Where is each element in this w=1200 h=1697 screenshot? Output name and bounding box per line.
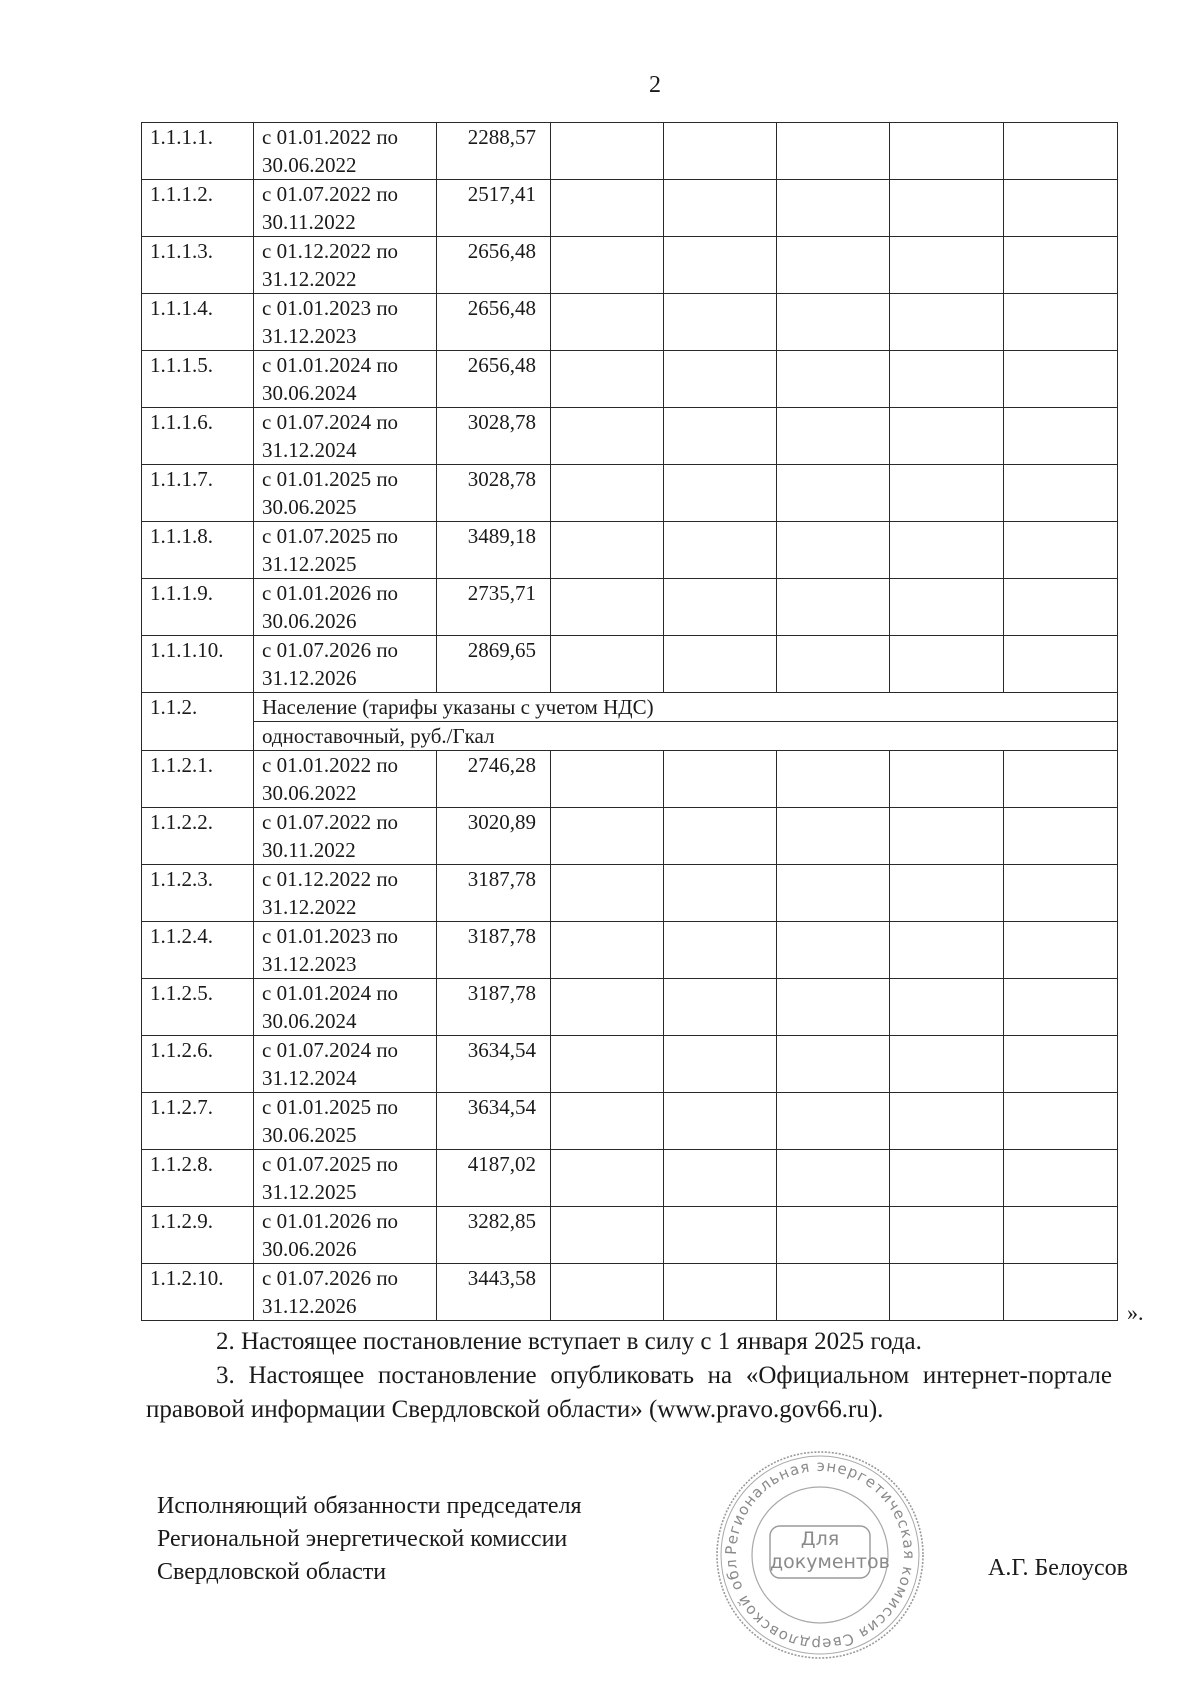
empty-cell bbox=[664, 751, 777, 808]
period-line: 30.06.2026 bbox=[262, 1237, 357, 1261]
empty-cell bbox=[1004, 351, 1118, 408]
empty-cell bbox=[777, 865, 890, 922]
stamp-center-text bbox=[770, 1528, 890, 1574]
tariff-value-cell: 3634,54 bbox=[437, 1036, 551, 1093]
empty-cell bbox=[890, 294, 1004, 351]
tariff-value-cell: 3187,78 bbox=[437, 865, 551, 922]
empty-cell bbox=[1004, 1264, 1118, 1321]
empty-cell bbox=[664, 636, 777, 693]
empty-cell bbox=[664, 123, 777, 180]
period-line: с 01.07.2024 по bbox=[262, 1038, 399, 1062]
row-number-cell: 1.1.1.5. bbox=[142, 351, 254, 408]
empty-cell bbox=[1004, 408, 1118, 465]
tariff-value-cell: 3282,85 bbox=[437, 1207, 551, 1264]
row-number-cell: 1.1.2.4. bbox=[142, 922, 254, 979]
period-line: 30.11.2022 bbox=[262, 838, 356, 862]
empty-cell bbox=[890, 979, 1004, 1036]
period-line: с 01.01.2024 по bbox=[262, 981, 399, 1005]
stamp-center-line1: Для bbox=[800, 1528, 840, 1550]
period-line: с 01.07.2022 по bbox=[262, 182, 399, 206]
period-cell bbox=[254, 294, 437, 351]
empty-cell bbox=[664, 351, 777, 408]
empty-cell bbox=[551, 636, 664, 693]
period-line: 31.12.2023 bbox=[262, 952, 357, 976]
period-cell bbox=[254, 465, 437, 522]
row-number-cell: 1.1.1.6. bbox=[142, 408, 254, 465]
empty-cell bbox=[777, 1207, 890, 1264]
empty-cell bbox=[551, 808, 664, 865]
period-line: с 01.01.2022 по bbox=[262, 125, 399, 149]
empty-cell bbox=[1004, 237, 1118, 294]
empty-cell bbox=[1004, 922, 1118, 979]
empty-cell bbox=[890, 522, 1004, 579]
table-row bbox=[142, 465, 1118, 522]
signer-position-line: Исполняющий обязанности председателя bbox=[157, 1493, 582, 1519]
empty-cell bbox=[1004, 1207, 1118, 1264]
empty-cell bbox=[1004, 1150, 1118, 1207]
period-line: 31.12.2026 bbox=[262, 1294, 357, 1318]
empty-cell bbox=[664, 1093, 777, 1150]
table-row bbox=[142, 636, 1118, 693]
empty-cell bbox=[551, 522, 664, 579]
tariff-value-cell: 2656,48 bbox=[437, 237, 551, 294]
tariff-value-cell: 3634,54 bbox=[437, 1093, 551, 1150]
empty-cell bbox=[551, 1093, 664, 1150]
table-row bbox=[142, 722, 1118, 751]
empty-cell bbox=[890, 922, 1004, 979]
empty-cell bbox=[551, 579, 664, 636]
period-line: 30.06.2024 bbox=[262, 381, 357, 405]
empty-cell bbox=[664, 294, 777, 351]
table-row bbox=[142, 1207, 1118, 1264]
empty-cell bbox=[890, 636, 1004, 693]
period-line: с 01.01.2026 по bbox=[262, 581, 399, 605]
empty-cell bbox=[1004, 865, 1118, 922]
period-cell bbox=[254, 1264, 437, 1321]
period-line: с 01.01.2025 по bbox=[262, 1095, 399, 1119]
period-cell bbox=[254, 808, 437, 865]
empty-cell bbox=[664, 1207, 777, 1264]
tariff-value-cell: 2656,48 bbox=[437, 351, 551, 408]
period-cell bbox=[254, 1036, 437, 1093]
empty-cell bbox=[551, 1036, 664, 1093]
table-row bbox=[142, 294, 1118, 351]
empty-cell bbox=[1004, 979, 1118, 1036]
period-line: с 01.12.2022 по bbox=[262, 239, 399, 263]
period-line: с 01.01.2023 по bbox=[262, 924, 399, 948]
tariff-value-cell: 2869,65 bbox=[437, 636, 551, 693]
empty-cell bbox=[777, 1150, 890, 1207]
period-line: с 01.07.2024 по bbox=[262, 410, 399, 434]
row-number-cell: 1.1.2.3. bbox=[142, 865, 254, 922]
row-number-cell: 1.1.1.3. bbox=[142, 237, 254, 294]
table-row bbox=[142, 979, 1118, 1036]
empty-cell bbox=[664, 237, 777, 294]
period-cell bbox=[254, 351, 437, 408]
tariff-value-cell: 2656,48 bbox=[437, 294, 551, 351]
period-line: 30.11.2022 bbox=[262, 210, 356, 234]
signer-block bbox=[157, 1490, 582, 1589]
empty-cell bbox=[777, 408, 890, 465]
tariff-value-cell: 2288,57 bbox=[437, 123, 551, 180]
empty-cell bbox=[551, 180, 664, 237]
empty-cell bbox=[551, 237, 664, 294]
table-row bbox=[142, 123, 1118, 180]
table-row bbox=[142, 1036, 1118, 1093]
empty-cell bbox=[777, 808, 890, 865]
empty-cell bbox=[551, 751, 664, 808]
period-line: 31.12.2022 bbox=[262, 267, 357, 291]
tariff-value-cell: 3028,78 bbox=[437, 465, 551, 522]
period-line: 30.06.2022 bbox=[262, 781, 357, 805]
table-row bbox=[142, 922, 1118, 979]
empty-cell bbox=[664, 1264, 777, 1321]
empty-cell bbox=[890, 237, 1004, 294]
period-line: с 01.01.2026 по bbox=[262, 1209, 399, 1233]
row-number-cell: 1.1.2.9. bbox=[142, 1207, 254, 1264]
empty-cell bbox=[1004, 579, 1118, 636]
period-cell bbox=[254, 922, 437, 979]
empty-cell bbox=[777, 1264, 890, 1321]
row-number-cell: 1.1.2.1. bbox=[142, 751, 254, 808]
row-number-cell: 1.1.2.8. bbox=[142, 1150, 254, 1207]
paragraph-publication-text: 3. Настоящее постановление опубликовать на «Официальном интернет-портале правовой информации Свердловской области» (www.pravo.gov66.ru). bbox=[146, 1362, 1112, 1423]
empty-cell bbox=[664, 180, 777, 237]
period-cell bbox=[254, 1150, 437, 1207]
empty-cell bbox=[1004, 294, 1118, 351]
row-number-cell: 1.1.2.2. bbox=[142, 808, 254, 865]
row-number-cell: 1.1.1.2. bbox=[142, 180, 254, 237]
paragraph-publication bbox=[146, 1359, 1112, 1427]
official-stamp bbox=[713, 1448, 927, 1662]
period-line: 30.06.2025 bbox=[262, 495, 357, 519]
empty-cell bbox=[1004, 465, 1118, 522]
empty-cell bbox=[890, 1207, 1004, 1264]
table-row bbox=[142, 408, 1118, 465]
row-number-cell: 1.1.1.10. bbox=[142, 636, 254, 693]
period-line: с 01.01.2024 по bbox=[262, 353, 399, 377]
table-row bbox=[142, 237, 1118, 294]
period-line: 30.06.2025 bbox=[262, 1123, 357, 1147]
tariff-value-cell: 2735,71 bbox=[437, 579, 551, 636]
table-row bbox=[142, 693, 1118, 722]
empty-cell bbox=[777, 522, 890, 579]
table-row bbox=[142, 180, 1118, 237]
row-number-cell: 1.1.1.7. bbox=[142, 465, 254, 522]
row-number-cell: 1.1.1.4. bbox=[142, 294, 254, 351]
empty-cell bbox=[664, 1036, 777, 1093]
period-line: с 01.07.2022 по bbox=[262, 810, 399, 834]
svg-text:Региональная энергетическая ко: Региональная энергетическая комиссия Свердловской обл bbox=[721, 1456, 919, 1654]
period-cell bbox=[254, 751, 437, 808]
period-line: с 01.07.2026 по bbox=[262, 1266, 399, 1290]
period-cell bbox=[254, 408, 437, 465]
table-row bbox=[142, 808, 1118, 865]
row-number-cell: 1.1.2.7. bbox=[142, 1093, 254, 1150]
empty-cell bbox=[664, 1150, 777, 1207]
empty-cell bbox=[1004, 1093, 1118, 1150]
table-row bbox=[142, 522, 1118, 579]
empty-cell bbox=[551, 1264, 664, 1321]
period-line: 30.06.2024 bbox=[262, 1009, 357, 1033]
empty-cell bbox=[890, 1150, 1004, 1207]
period-line: 31.12.2026 bbox=[262, 666, 357, 690]
tariff-value-cell: 3020,89 bbox=[437, 808, 551, 865]
paragraph-effective-date-text: 2. Настоящее постановление вступает в силу с 1 января 2025 года. bbox=[216, 1328, 922, 1355]
empty-cell bbox=[777, 351, 890, 408]
period-line: 31.12.2024 bbox=[262, 1066, 357, 1090]
empty-cell bbox=[777, 922, 890, 979]
empty-cell bbox=[777, 180, 890, 237]
row-number-cell: 1.1.2.10. bbox=[142, 1264, 254, 1321]
empty-cell bbox=[664, 579, 777, 636]
empty-cell bbox=[664, 865, 777, 922]
period-cell bbox=[254, 237, 437, 294]
table-row bbox=[142, 1264, 1118, 1321]
period-line: с 01.01.2025 по bbox=[262, 467, 399, 491]
empty-cell bbox=[890, 408, 1004, 465]
period-line: 31.12.2022 bbox=[262, 895, 357, 919]
period-line: с 01.07.2025 по bbox=[262, 524, 399, 548]
period-line: с 01.07.2025 по bbox=[262, 1152, 399, 1176]
period-line: с 01.07.2026 по bbox=[262, 638, 399, 662]
period-cell bbox=[254, 1207, 437, 1264]
empty-cell bbox=[777, 979, 890, 1036]
signer-organization-line: Региональной энергетической комиссии bbox=[157, 1526, 568, 1552]
period-line: 31.12.2023 bbox=[262, 324, 357, 348]
empty-cell bbox=[551, 123, 664, 180]
period-cell bbox=[254, 123, 437, 180]
empty-cell bbox=[777, 636, 890, 693]
empty-cell bbox=[890, 465, 1004, 522]
tariff-value-cell: 3187,78 bbox=[437, 922, 551, 979]
empty-cell bbox=[777, 1036, 890, 1093]
empty-cell bbox=[1004, 180, 1118, 237]
empty-cell bbox=[1004, 808, 1118, 865]
period-line: с 01.01.2022 по bbox=[262, 753, 399, 777]
empty-cell bbox=[551, 351, 664, 408]
empty-cell bbox=[1004, 123, 1118, 180]
page-number: 2 bbox=[649, 72, 661, 98]
empty-cell bbox=[1004, 1036, 1118, 1093]
empty-cell bbox=[890, 180, 1004, 237]
empty-cell bbox=[890, 123, 1004, 180]
empty-cell bbox=[551, 1207, 664, 1264]
period-line: 30.06.2026 bbox=[262, 609, 357, 633]
period-line: 30.06.2022 bbox=[262, 153, 357, 177]
period-cell bbox=[254, 1093, 437, 1150]
row-number-cell: 1.1.1.8. bbox=[142, 522, 254, 579]
period-line: с 01.12.2022 по bbox=[262, 867, 399, 891]
period-cell bbox=[254, 180, 437, 237]
empty-cell bbox=[1004, 522, 1118, 579]
empty-cell bbox=[777, 1093, 890, 1150]
empty-cell bbox=[664, 922, 777, 979]
table-row bbox=[142, 865, 1118, 922]
empty-cell bbox=[890, 1264, 1004, 1321]
empty-cell bbox=[551, 1150, 664, 1207]
empty-cell bbox=[664, 522, 777, 579]
tariff-value-cell: 2746,28 bbox=[437, 751, 551, 808]
empty-cell bbox=[777, 465, 890, 522]
tariff-value-cell: 3187,78 bbox=[437, 979, 551, 1036]
row-number-cell: 1.1.2.6. bbox=[142, 1036, 254, 1093]
period-cell bbox=[254, 636, 437, 693]
period-cell bbox=[254, 979, 437, 1036]
table-row bbox=[142, 579, 1118, 636]
period-cell bbox=[254, 522, 437, 579]
empty-cell bbox=[664, 465, 777, 522]
empty-cell bbox=[1004, 751, 1118, 808]
period-line: 31.12.2024 bbox=[262, 438, 357, 462]
stamp-center-line2: документов bbox=[770, 1551, 890, 1573]
empty-cell bbox=[664, 808, 777, 865]
empty-cell bbox=[777, 294, 890, 351]
period-cell bbox=[254, 865, 437, 922]
table-row bbox=[142, 351, 1118, 408]
period-line: 31.12.2025 bbox=[262, 1180, 357, 1204]
tariff-value-cell: 3489,18 bbox=[437, 522, 551, 579]
empty-cell bbox=[551, 408, 664, 465]
empty-cell bbox=[890, 1036, 1004, 1093]
row-number-cell: 1.1.1.9. bbox=[142, 579, 254, 636]
table-row bbox=[142, 1150, 1118, 1207]
signer-name: А.Г. Белоусов bbox=[988, 1555, 1128, 1581]
empty-cell bbox=[777, 579, 890, 636]
empty-cell bbox=[777, 123, 890, 180]
empty-cell bbox=[890, 808, 1004, 865]
empty-cell bbox=[664, 408, 777, 465]
tariff-value-cell: 2517,41 bbox=[437, 180, 551, 237]
empty-cell bbox=[551, 979, 664, 1036]
period-line: с 01.01.2023 по bbox=[262, 296, 399, 320]
tariff-table bbox=[141, 122, 1118, 1321]
empty-cell bbox=[890, 751, 1004, 808]
empty-cell bbox=[551, 865, 664, 922]
paragraph-effective-date bbox=[146, 1325, 1112, 1359]
empty-cell bbox=[551, 294, 664, 351]
table-row bbox=[142, 1093, 1118, 1150]
tariff-value-cell: 4187,02 bbox=[437, 1150, 551, 1207]
period-cell bbox=[254, 579, 437, 636]
row-number-cell: 1.1.1.1. bbox=[142, 123, 254, 180]
section-number-cell: 1.1.2. bbox=[142, 693, 254, 751]
empty-cell bbox=[1004, 636, 1118, 693]
period-line: 31.12.2025 bbox=[262, 552, 357, 576]
table-row bbox=[142, 751, 1118, 808]
row-number-cell: 1.1.2.5. bbox=[142, 979, 254, 1036]
empty-cell bbox=[890, 579, 1004, 636]
signer-region-line: Свердловской области bbox=[157, 1559, 387, 1585]
section-label-cell: Население (тарифы указаны с учетом НДС) bbox=[254, 693, 1118, 722]
empty-cell bbox=[890, 865, 1004, 922]
empty-cell bbox=[777, 751, 890, 808]
tariff-value-cell: 3028,78 bbox=[437, 408, 551, 465]
empty-cell bbox=[551, 922, 664, 979]
subsection-label-cell: одноставочный, руб./Гкал bbox=[254, 722, 1118, 751]
empty-cell bbox=[664, 979, 777, 1036]
empty-cell bbox=[551, 465, 664, 522]
empty-cell bbox=[890, 351, 1004, 408]
closing-quote: ». bbox=[1127, 1300, 1144, 1325]
empty-cell bbox=[777, 237, 890, 294]
empty-cell bbox=[890, 1093, 1004, 1150]
tariff-value-cell: 3443,58 bbox=[437, 1264, 551, 1321]
